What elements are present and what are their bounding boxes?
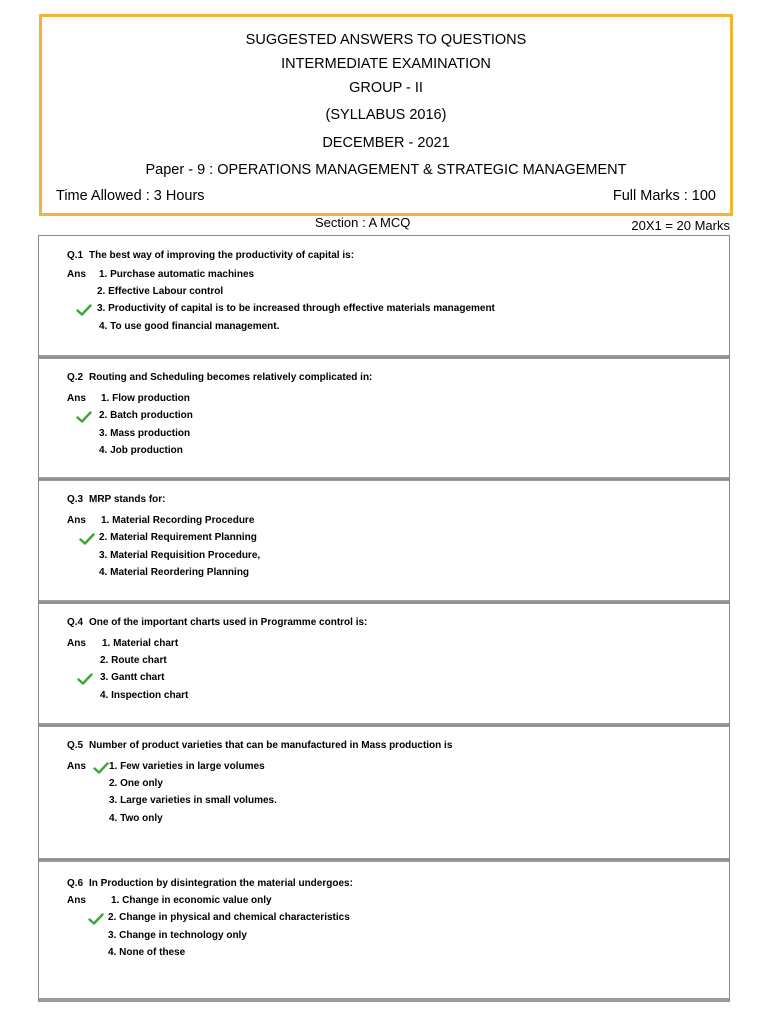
group-line: GROUP - II (349, 80, 423, 96)
option: 1. Material Recording Procedure (101, 515, 255, 526)
option: 4. None of these (108, 947, 186, 958)
question-box (38, 479, 730, 604)
question-text (67, 372, 372, 383)
question-prompt: One of the important charts used in Programme control is: (89, 617, 368, 628)
option-correct: 2. Batch production (99, 410, 193, 421)
question-number: Q.5 (67, 740, 84, 751)
question-text (67, 494, 166, 505)
question-number: Q.4 (67, 617, 84, 628)
option: 2. One only (109, 778, 163, 789)
option: 4. To use good financial management. (99, 321, 280, 332)
date-line: DECEMBER - 2021 (322, 135, 450, 151)
question-box (38, 725, 730, 862)
section-title: Section : A MCQ (315, 215, 411, 230)
check-icon (76, 304, 92, 316)
full-marks: Full Marks : 100 (612, 188, 716, 204)
option-correct: 2. Change in physical and chemical characteristics (108, 912, 350, 923)
check-icon (76, 411, 92, 423)
option: 3. Change in technology only (108, 930, 247, 941)
option: 4. Material Reordering Planning (99, 567, 250, 578)
option: 4. Two only (109, 813, 163, 824)
answer-label: Ans (67, 393, 86, 404)
question-prompt: In Production by disintegration the material undergoes: (89, 878, 353, 889)
answer-label: Ans (67, 269, 86, 280)
check-icon (93, 762, 109, 774)
option: 1. Flow production (101, 393, 190, 404)
answer-label: Ans (67, 638, 86, 649)
question-prompt: Routing and Scheduling becomes relatively complicated in: (89, 372, 373, 383)
question-box (38, 235, 730, 359)
option-correct: 3. Productivity of capital is to be increased through effective materials management (97, 303, 495, 314)
option: 4. Job production (99, 445, 183, 456)
question-prompt: MRP stands for: (89, 494, 166, 505)
answer-label: Ans (67, 761, 86, 772)
answer-label: Ans (67, 895, 86, 906)
question-text (67, 250, 354, 261)
question-prompt: The best way of improving the productivity of capital is: (89, 250, 355, 261)
syllabus-line: (SYLLABUS 2016) (325, 107, 447, 123)
question-text (67, 617, 367, 628)
question-box (38, 602, 730, 727)
header-box (39, 14, 733, 216)
option: 3. Material Requisition Procedure, (99, 550, 261, 561)
answer-label: Ans (67, 515, 86, 526)
question-number: Q.6 (67, 878, 84, 889)
option: 2. Effective Labour control (97, 286, 224, 297)
option-correct: 1. Few varieties in large volumes (109, 761, 265, 772)
question-number: Q.2 (67, 372, 84, 383)
question-number: Q.1 (67, 250, 84, 261)
option: 4. Inspection chart (100, 690, 189, 701)
option: 3. Mass production (99, 428, 191, 439)
option-correct: 2. Material Requirement Planning (99, 532, 257, 543)
option: 1. Material chart (102, 638, 179, 649)
check-icon (79, 533, 95, 545)
section-marks: 20X1 = 20 Marks (631, 218, 730, 233)
question-box (38, 859, 730, 1002)
paper-line: Paper - 9 : OPERATIONS MANAGEMENT & STRATEGIC MANAGEMENT (145, 162, 627, 178)
time-allowed: Time Allowed : 3 Hours (56, 188, 205, 204)
check-icon (77, 673, 93, 685)
title-line: SUGGESTED ANSWERS TO QUESTIONS (245, 32, 527, 48)
question-text (67, 740, 452, 751)
question-number: Q.3 (67, 494, 84, 505)
option-correct: 3. Gantt chart (100, 672, 165, 683)
question-prompt: Number of product varieties that can be manufactured in Mass production is (89, 740, 453, 751)
question-text (67, 878, 353, 889)
option: 1. Purchase automatic machines (99, 269, 255, 280)
option: 1. Change in economic value only (111, 895, 272, 906)
option: 2. Route chart (100, 655, 167, 666)
question-box (38, 357, 730, 481)
exam-line: INTERMEDIATE EXAMINATION (281, 56, 491, 72)
check-icon (88, 913, 104, 925)
option: 3. Large varieties in small volumes. (109, 795, 277, 806)
